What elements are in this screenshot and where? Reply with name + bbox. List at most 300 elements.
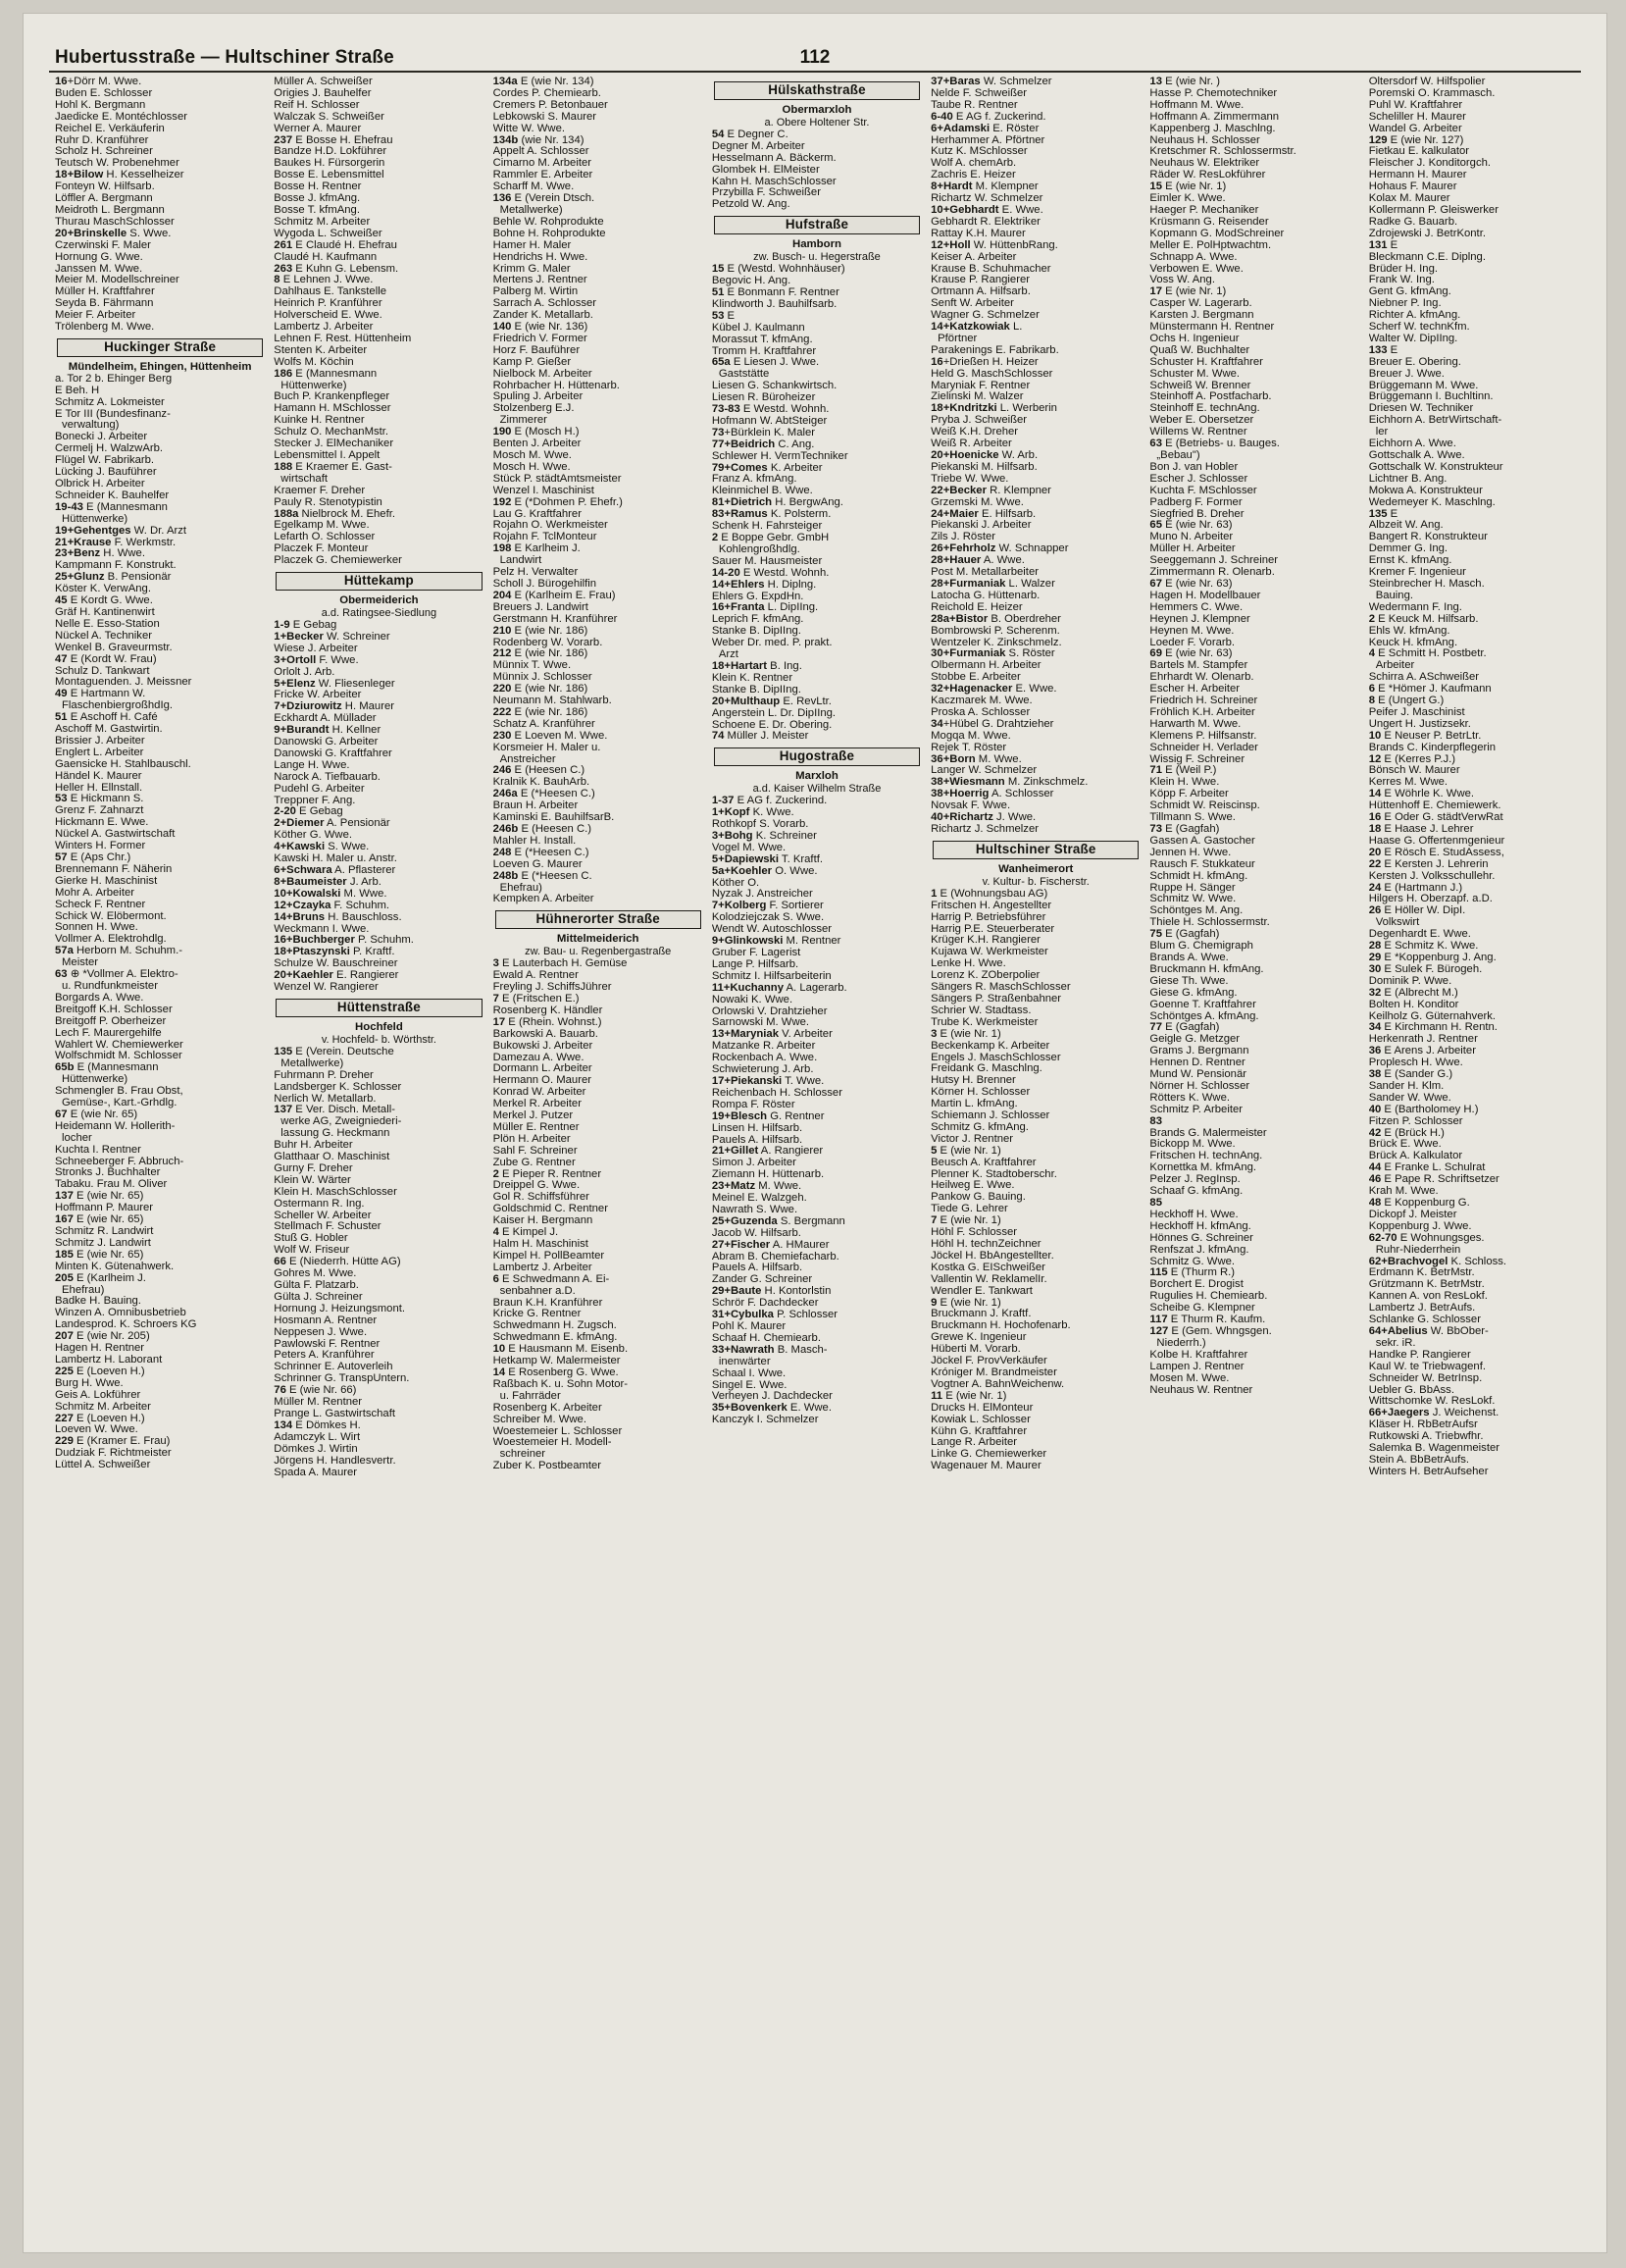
directory-entry: Bukowski J. Arbeiter (492, 1040, 593, 1052)
house-number: 73 (1149, 824, 1162, 835)
house-number: 79+Comes (711, 462, 768, 474)
directory-entry: 129 E (wie Nr. 127) (1368, 134, 1464, 146)
house-number: 230 (492, 730, 512, 742)
house-number: 40+Richartz (931, 812, 993, 824)
directory-entry: Mogqa M. Wwe. (931, 730, 1011, 742)
directory-entry: Sonnen H. Wwe. (55, 922, 138, 934)
directory-entry: Kollermann P. Gleiswerker (1368, 204, 1499, 216)
directory-entry: Rutkowski A. Triebwfhr. (1368, 1431, 1484, 1443)
directory-entry: Vogel M. Wwe. (711, 842, 787, 853)
directory-entry: Schoene E. Dr. Obering. (711, 719, 833, 731)
house-number: 14+Bruns (274, 911, 326, 923)
directory-entry: Schick W. Elöbermont. (55, 910, 167, 922)
directory-entry: Scholl J. Bürogehilfin (492, 578, 597, 590)
house-number: 263 (274, 263, 293, 275)
directory-entry: Schmidt H. kfmAng. (1149, 870, 1248, 882)
directory-entry: 71 E (Weil P.) (1149, 765, 1217, 777)
directory-entry: Schmengler B. Frau Obst, (55, 1086, 183, 1098)
directory-entry: 6 E Schwedmann A. Ei- (492, 1273, 610, 1285)
directory-entry: 25+Glunz B. Pensionär (55, 572, 172, 584)
directory-entry: Frank W. Ing. (1368, 275, 1435, 286)
directory-entry: Cimarno M. Arbeiter (492, 158, 592, 170)
house-number: 7 (492, 993, 499, 1005)
house-number: 185 (55, 1249, 74, 1261)
directory-entry: Gent G. kfmAng. (1368, 286, 1451, 298)
directory-entry: Engels J. MaschSchlosser (931, 1052, 1061, 1063)
directory-entry: Ruhr-Niederrhein (1375, 1244, 1461, 1256)
directory-entry: Sander W. Wwe. (1368, 1092, 1451, 1104)
directory-entry: Neuhaus W. Elektriker (1149, 158, 1260, 170)
directory-entry: Rompa F. Röster (711, 1099, 795, 1110)
directory-entry: Pelzer J. RegInsp. (1149, 1174, 1241, 1186)
directory-entry: Mosch H. Wwe. (492, 461, 571, 473)
directory-entry: Sarrach A. Schlosser (492, 298, 597, 310)
directory-entry: 7+Kolberg F. Sortierer (711, 901, 824, 912)
directory-entry: Schwedmann E. kfmAng. (492, 1332, 618, 1344)
house-number: 65 (1149, 520, 1162, 532)
directory-entry: 48 E Koppenburg G. (1368, 1198, 1470, 1209)
directory-entry: Verbowen E. Wwe. (1149, 263, 1244, 275)
directory-entry: Friedrich V. Former (492, 333, 587, 344)
directory-entry: 15 E (Westd. Wohnhäuser) (711, 264, 845, 276)
directory-entry: 117 E Thurm R. Kaufm. (1149, 1314, 1266, 1326)
directory-entry: Friedrich H. Schreiner (1149, 696, 1258, 707)
district-subheading: Mündelheim, Ehingen, Hüttenheim (68, 360, 252, 373)
directory-entry: Heckhoff H. Wwe. (1149, 1209, 1239, 1220)
directory-entry: Schmitz W. Wwe. (1149, 894, 1237, 905)
house-number: 62-70 (1368, 1232, 1397, 1244)
directory-entry: Gülta F. Platzarb. (274, 1280, 359, 1291)
house-number: 36 (1368, 1046, 1382, 1057)
house-number: 210 (492, 625, 512, 637)
directory-entry: Keiser A. Arbeiter (931, 251, 1017, 263)
directory-entry: Bosse H. Rentner (274, 181, 362, 193)
directory-entry: Petzold W. Ang. (711, 199, 790, 211)
directory-entry: Simon J. Arbeiter (711, 1158, 796, 1169)
directory-entry: Hosmann A. Rentner (274, 1314, 378, 1326)
directory-entry: Dominik P. Wwe. (1368, 975, 1452, 987)
house-number: 9+Burandt (274, 725, 330, 737)
text-column (1364, 77, 1583, 2242)
directory-entry: Hofmann W. AbtSteiger (711, 415, 828, 427)
house-number: 10+Kowalski (274, 888, 341, 900)
directory-entry: Schlanke G. Schlosser (1368, 1314, 1481, 1326)
directory-entry: Lambertz H. Laborant (55, 1354, 163, 1366)
directory-entry: Meidroth L. Bergmann (55, 204, 165, 216)
house-number: 23+Benz (55, 548, 101, 560)
directory-entry: Lebensmittel I. Appelt (274, 450, 381, 461)
house-number: 261 (274, 239, 293, 251)
directory-entry: Schrinner G. TranspUntern. (274, 1373, 410, 1385)
directory-entry: Palberg M. Wirtin (492, 286, 579, 298)
house-number: 18 (1368, 824, 1382, 835)
directory-entry: Schweiß W. Brenner (1149, 380, 1251, 391)
directory-entry: Borgards A. Wwe. (55, 992, 144, 1004)
directory-entry: Martin L. kfmAng. (931, 1099, 1018, 1110)
directory-entry: Schatz A. Kranführer (492, 718, 595, 730)
directory-entry: Kleinmichel B. Wwe. (711, 486, 813, 497)
directory-entry: Novsak F. Wwe. (931, 800, 1011, 812)
directory-entry: Trölenberg M. Wwe. (55, 322, 155, 334)
house-number: 26 (1368, 905, 1382, 917)
directory-entry: Kraemer F. Dreher (274, 485, 366, 496)
directory-entry: Händel K. Maurer (55, 770, 142, 782)
directory-entry: Kappenberg J. Maschlng. (1149, 123, 1276, 134)
house-number: 7+Kolberg (711, 901, 767, 912)
directory-entry: Kerres M. Wwe. (1368, 777, 1448, 789)
directory-entry: Koppenburg J. Wwe. (1368, 1220, 1472, 1232)
directory-entry: Nerlich W. Metallarb. (274, 1093, 377, 1105)
directory-entry: 188 E Kraemer E. Gast- (274, 461, 392, 473)
directory-entry: Thiele H. Schlossermstr. (1149, 917, 1270, 929)
directory-entry: Hermann H. Maurer (1368, 170, 1467, 181)
directory-entry: Krah M. Wwe. (1368, 1186, 1439, 1198)
directory-entry: Werner A. Maurer (274, 123, 362, 134)
directory-entry: Handke P. Rangierer (1368, 1349, 1471, 1361)
directory-entry: Fietkau E. kalkulator (1368, 146, 1470, 158)
directory-entry: 190 E (Mosch H.) (492, 427, 580, 438)
directory-entry: Mertens J. Rentner (492, 275, 587, 286)
directory-entry: Matzanke R. Arbeiter (711, 1041, 816, 1053)
house-number: 21+Krause (55, 537, 112, 548)
house-number: 34 (931, 718, 943, 730)
house-number: 35+Bovenkerk (711, 1403, 788, 1415)
directory-entry: 10 E Neuser P. BetrLtr. (1368, 730, 1482, 742)
directory-entry: Müller A. Schweißer (274, 77, 373, 87)
directory-entry: 6+Adamski E. Röster (931, 123, 1040, 134)
house-number: 26+Fehrholz (931, 543, 996, 555)
directory-entry: 134 E Dömkes H. (274, 1419, 361, 1431)
directory-entry: Victor J. Rentner (931, 1133, 1014, 1145)
directory-entry: 131 E (1368, 239, 1398, 251)
house-number: 45 (55, 595, 68, 607)
directory-entry: Englert L. Arbeiter (55, 747, 144, 758)
directory-entry: Krüsmann G. Reisender (1149, 216, 1269, 228)
directory-entry: Erdmann K. BetrMstr. (1368, 1267, 1475, 1279)
directory-entry: Brissier J. Arbeiter (55, 735, 145, 747)
directory-entry: Gaststätte (718, 369, 770, 381)
street-range-note: zw. Bau- u. Regenbergastraße (525, 946, 672, 958)
directory-entry: 20+Brinskelle S. Wwe. (55, 228, 172, 239)
directory-page (24, 14, 1606, 2252)
directory-entry: Wedermann F. Ing. (1368, 601, 1462, 613)
directory-entry: Meier M. Modellschreiner (55, 275, 179, 286)
house-number: 137 (55, 1191, 74, 1203)
house-number: 137 (274, 1105, 293, 1116)
directory-entry: Buch P. Krankenpfleger (274, 391, 390, 403)
house-number: 36+Born (931, 753, 976, 765)
directory-entry: 32+Hagenacker E. Wwe. (931, 684, 1057, 696)
directory-entry: Stuß G. Hobler (274, 1233, 348, 1245)
directory-entry: Landsberger K. Schlosser (274, 1081, 402, 1093)
directory-entry: 207 E (wie Nr. 205) (55, 1331, 150, 1343)
directory-entry: Schulze W. Bauschreiner (274, 958, 398, 970)
directory-entry: Demmer G. Ing. (1368, 543, 1448, 555)
directory-entry: Ernst K. kfmAng. (1368, 555, 1452, 567)
street-range-note: v. Kultur- b. Fischerstr. (982, 875, 1090, 888)
directory-entry: Weber E. Obersetzer (1149, 415, 1254, 427)
house-number: 246 (492, 765, 512, 777)
directory-entry: Grewe K. Ingenieur (931, 1332, 1027, 1344)
directory-entry: Schiemann J. Schlosser (931, 1110, 1050, 1122)
directory-entry: 3 E (wie Nr. 1) (931, 1028, 1001, 1040)
directory-entry: Hennen D. Rentner (1149, 1057, 1245, 1069)
directory-entry: Lampen J. Rentner (1149, 1361, 1245, 1372)
text-column (707, 77, 926, 2242)
directory-entry: Neumann M. Stahlwarb. (492, 696, 612, 707)
directory-entry: Kübel J. Kaulmann (711, 322, 805, 334)
directory-entry: Räder W. ResLokführer (1149, 170, 1266, 181)
directory-entry: Schaal I. Wwe. (711, 1367, 787, 1379)
house-number: 127 (1149, 1325, 1169, 1337)
directory-entry: Scheller W. Arbeiter (274, 1210, 372, 1221)
house-number: 204 (492, 590, 512, 601)
directory-entry: Lenke H. Wwe. (931, 958, 1006, 970)
directory-entry: Placzek F. Monteur (274, 543, 369, 555)
house-number: 135 (1368, 508, 1388, 520)
directory-entry: 3 E Lauterbach H. Gemüse (492, 958, 628, 970)
house-number: 3+Ortoll (274, 654, 317, 666)
directory-entry: Sahl F. Schreiner (492, 1145, 578, 1157)
directory-entry: Wolf W. Friseur (274, 1245, 350, 1257)
directory-entry: 2 E Pieper R. Rentner (492, 1168, 602, 1180)
directory-entry: Abram B. Chemiefacharb. (711, 1251, 839, 1263)
directory-entry: Hendrichs H. Wwe. (492, 251, 588, 263)
directory-entry: Pankow G. Bauing. (931, 1192, 1026, 1204)
directory-entry: Fritschen H. Angestellter (931, 900, 1052, 911)
directory-entry: Nyzak J. Anstreicher (711, 889, 813, 901)
directory-entry: Breuers J. Landwirt (492, 601, 588, 613)
directory-entry: Rockenbach A. Wwe. (711, 1053, 818, 1064)
street-range-note: a. Obere Holtener Str. (764, 116, 870, 129)
directory-entry: Cremers P. Betonbauer (492, 99, 608, 111)
directory-entry: Löffler A. Bergmann (55, 193, 153, 205)
directory-entry: Buhr H. Arbeiter (274, 1140, 353, 1152)
directory-entry: Metallwerke) (499, 204, 563, 216)
house-number: 14 (1368, 789, 1382, 800)
directory-entry: Ehrhardt W. Olenarb. (1149, 672, 1254, 684)
directory-entry: 24 E (Hartmann J.) (1368, 882, 1463, 894)
directory-entry: Müller M. Rentner (274, 1397, 363, 1409)
house-number: 9+Glinkowski (711, 936, 784, 948)
directory-entry: Bosse T. kfmAng. (274, 204, 360, 216)
directory-entry: Escher J. Schlosser (1149, 473, 1248, 485)
directory-entry: Merkel J. Putzer (492, 1110, 574, 1122)
running-head: Hubertusstraße — Hultschiner Straße (55, 47, 394, 68)
directory-entry: Post M. Metallarbeiter (931, 567, 1039, 579)
directory-entry: Reif H. Schlosser (274, 99, 360, 111)
directory-entry: Czerwinski F. Maler (55, 239, 151, 251)
directory-entry: 9+Glinkowski M. Rentner (711, 936, 841, 948)
directory-entry: 30+Furmaniak S. Röster (931, 648, 1055, 660)
directory-entry: 53 E Hickmann S. (55, 794, 144, 805)
directory-entry: Vogtner A. BahnWeichenw. (931, 1378, 1065, 1390)
house-number: 14+Katzkowiak (931, 322, 1010, 334)
directory-entry: Glombek H. ElMeister (711, 164, 820, 176)
directory-entry: Jaedicke E. Montéchlosser (55, 111, 187, 123)
directory-entry: Köster K. VerwAng. (55, 584, 151, 595)
district-subheading: Hamborn (791, 238, 841, 251)
directory-entry: Nückel A. Techniker (55, 630, 153, 642)
directory-entry: Egelkamp M. Wwe. (274, 520, 370, 532)
directory-entry: Dömkes J. Wirtin (274, 1443, 358, 1455)
directory-entry: Sauer M. Hausmeister (711, 555, 823, 567)
directory-entry: Brands G. Malermeister (1149, 1127, 1267, 1139)
directory-entry: Kralnik K. BauhArb. (492, 777, 590, 789)
directory-entry: Poremski O. Krammasch. (1368, 87, 1496, 99)
house-number: 4+Kawski (274, 842, 326, 853)
directory-entry: Mund W. Pensionär (1149, 1069, 1246, 1081)
directory-entry: Kohlengroßhdlg. (718, 543, 800, 555)
directory-entry: 73 E (Gagfah) (1149, 824, 1220, 835)
directory-entry: Braun H. Arbeiter (492, 800, 579, 812)
directory-entry: Schnapp A. Wwe. (1149, 251, 1238, 263)
directory-entry: 21+Krause F. Werkmstr. (55, 537, 177, 548)
directory-entry: Kersten J. Volksschullehr. (1368, 870, 1496, 882)
directory-entry: Meinel E. Walzgeh. (711, 1193, 807, 1205)
house-number: 8 (1368, 696, 1375, 707)
text-column (926, 77, 1144, 2242)
directory-entry: Müller E. Rentner (492, 1121, 580, 1133)
directory-entry: 246b E (Heesen C.) (492, 824, 592, 835)
directory-entry: 8+Hardt M. Klempner (931, 181, 1039, 193)
directory-entry: 19+Gehentges W. Dr. Arzt (55, 525, 187, 537)
directory-entry: Heckhoff H. kfmAng. (1149, 1220, 1251, 1232)
directory-entry: Bombrowski P. Scherenm. (931, 625, 1060, 637)
house-number: 16 (1368, 812, 1382, 824)
directory-entry: Weber Dr. med. P. prakt. (711, 638, 833, 649)
house-number: 14 (492, 1366, 506, 1378)
directory-entry: Grenz F. Zahnarzt (55, 805, 144, 817)
directory-entry: Bartels M. Stampfer (1149, 660, 1248, 672)
house-number: 74 (711, 731, 725, 743)
house-number: 205 (55, 1272, 74, 1284)
directory-entry: Rosenberg K. Arbeiter (492, 1402, 602, 1414)
house-number: 188a (274, 508, 299, 520)
house-number: 32 (1368, 987, 1382, 999)
directory-entry: Schmitz J. Landwirt (55, 1237, 151, 1249)
house-number: 190 (492, 427, 512, 438)
directory-entry: Triebe W. Wwe. (931, 473, 1009, 485)
directory-entry: Pudehl G. Arbeiter (274, 783, 365, 795)
directory-entry: 29+Baute H. Kontorlstin (711, 1286, 832, 1298)
directory-entry: Kawski H. Maler u. Anstr. (274, 853, 397, 865)
directory-entry: Wenzel I. Maschinist (492, 485, 594, 496)
house-number: 5a+Koehler (711, 865, 773, 877)
directory-entry: Geis A. Lokführer (55, 1389, 141, 1401)
house-number: 73 (711, 427, 725, 438)
directory-entry: Giese Th. Wwe. (1149, 975, 1229, 987)
house-number: 29+Baute (711, 1286, 762, 1298)
directory-entry: Grams J. Bergmann (1149, 1046, 1249, 1057)
house-number: 49 (55, 689, 68, 700)
house-number: 19-43 (55, 501, 83, 513)
directory-entry: Winters H. Former (55, 841, 146, 852)
house-number: 28+Hauer (931, 555, 982, 567)
directory-entry: Gruber F. Lagerist (711, 948, 801, 958)
directory-entry: Gottschalk A. Wwe. (1368, 450, 1465, 461)
directory-entry: Gemüse-, Kart.-Grhdlg. (62, 1098, 178, 1109)
directory-entry: Kannen A. von ResLokf. (1368, 1291, 1488, 1303)
house-number: 7 (931, 1215, 938, 1227)
directory-entry: Hoffmann A. Zimmermann (1149, 111, 1280, 123)
house-number: 8+Baumeister (274, 876, 347, 888)
directory-entry: Schöntges A. kfmAng. (1149, 1010, 1259, 1022)
directory-entry: 17 E (wie Nr. 1) (1149, 286, 1227, 298)
directory-entry: Lambertz J. BetrAufs. (1368, 1303, 1476, 1314)
directory-entry: Pauels A. Hilfsarb. (711, 1263, 803, 1274)
directory-entry: 28 E Schmitz K. Wwe. (1368, 941, 1479, 953)
directory-entry: Loeven G. Maurer (492, 858, 583, 870)
directory-entry: Schmitz R. Landwirt (55, 1226, 154, 1237)
directory-entry: Steinhoff E. technAng. (1149, 403, 1260, 415)
directory-entry: Schrinner E. Autoverleih (274, 1362, 393, 1373)
house-number: 37+Baras (931, 77, 981, 87)
directory-entry: 73-83 E Westd. Wohnh. (711, 404, 830, 416)
directory-entry: Mosch M. Wwe. (492, 450, 572, 461)
directory-entry: Dreippel G. Wwe. (492, 1180, 581, 1192)
directory-entry: Walczak S. Schweißer (274, 111, 384, 123)
directory-entry: Gassen A. Gastocher (1149, 835, 1255, 847)
directory-entry: Weiß K.H. Dreher (931, 427, 1019, 438)
directory-entry: Lambertz J. Arbeiter (492, 1262, 592, 1273)
directory-entry: 137 E (wie Nr. 65) (55, 1191, 144, 1203)
directory-entry: Kremer F. Ingenieur (1368, 567, 1466, 579)
house-number: 134a (492, 77, 518, 87)
street-heading: Hufstraße (714, 216, 920, 234)
house-number: 16 (55, 77, 68, 87)
directory-entry: Claudé H. Kaufmann (274, 251, 378, 263)
directory-entry: 140 E (wie Nr. 136) (492, 322, 588, 334)
house-number: 6 (492, 1273, 499, 1285)
directory-entry: Escher H. Arbeiter (1149, 684, 1241, 696)
directory-entry: Bonecki J. Arbeiter (55, 432, 148, 443)
directory-entry: 16 E Oder G. städtVerwRat (1368, 812, 1503, 824)
house-number: 17 (492, 1016, 506, 1028)
house-number: 28+Furmaniak (931, 578, 1006, 590)
directory-entry: 40+Richartz J. Wwe. (931, 812, 1037, 824)
directory-entry: Nelde F. Schweißer (931, 87, 1028, 99)
directory-entry: Stronks J. Buchhalter (55, 1167, 161, 1179)
directory-entry: Kimpel H. PollBeamter (492, 1250, 605, 1262)
house-number: 62+Brachvogel (1368, 1256, 1448, 1267)
directory-entry: Arzt (718, 649, 738, 661)
house-number: 11+Kuchanny (711, 982, 784, 994)
directory-entry: Heilweg E. Wwe. (931, 1180, 1015, 1192)
directory-entry: Krimm G. Maler (492, 263, 571, 275)
house-number: 27+Fischer (711, 1239, 771, 1251)
directory-entry: Muno N. Arbeiter (1149, 532, 1234, 543)
directory-entry: Pohl K. Maurer (711, 1321, 787, 1332)
directory-entry: 20+Multhaup E. RevLtr. (711, 696, 832, 707)
directory-entry: Giese G. kfmAng. (1149, 987, 1238, 999)
house-number: 51 (55, 712, 68, 724)
directory-entry: Reichenbach H. Schlosser (711, 1087, 842, 1099)
district-subheading: Marxloh (795, 770, 838, 783)
house-number: 51 (711, 286, 725, 298)
directory-entry: 73+Bürklein K. Maler (711, 427, 816, 438)
directory-entry: Driesen W. Techniker (1368, 403, 1474, 415)
directory-entry: Bruckmann H. Hochofenarb. (931, 1320, 1071, 1332)
directory-entry: 3+Ortoll F. Wwe. (274, 654, 359, 666)
directory-entry: Held G. MaschSchlosser (931, 368, 1053, 380)
directory-entry: Eckhardt A. Müllader (274, 713, 377, 725)
directory-entry: Hohaus F. Maurer (1368, 181, 1457, 193)
directory-entry: Jörgens H. Handlesvertr. (274, 1455, 396, 1467)
directory-entry: 2+Diemer A. Pensionär (274, 818, 390, 830)
directory-entry: Nowaki K. Wwe. (711, 994, 793, 1005)
directory-entry: 261 E Claudé H. Ehefrau (274, 239, 397, 251)
